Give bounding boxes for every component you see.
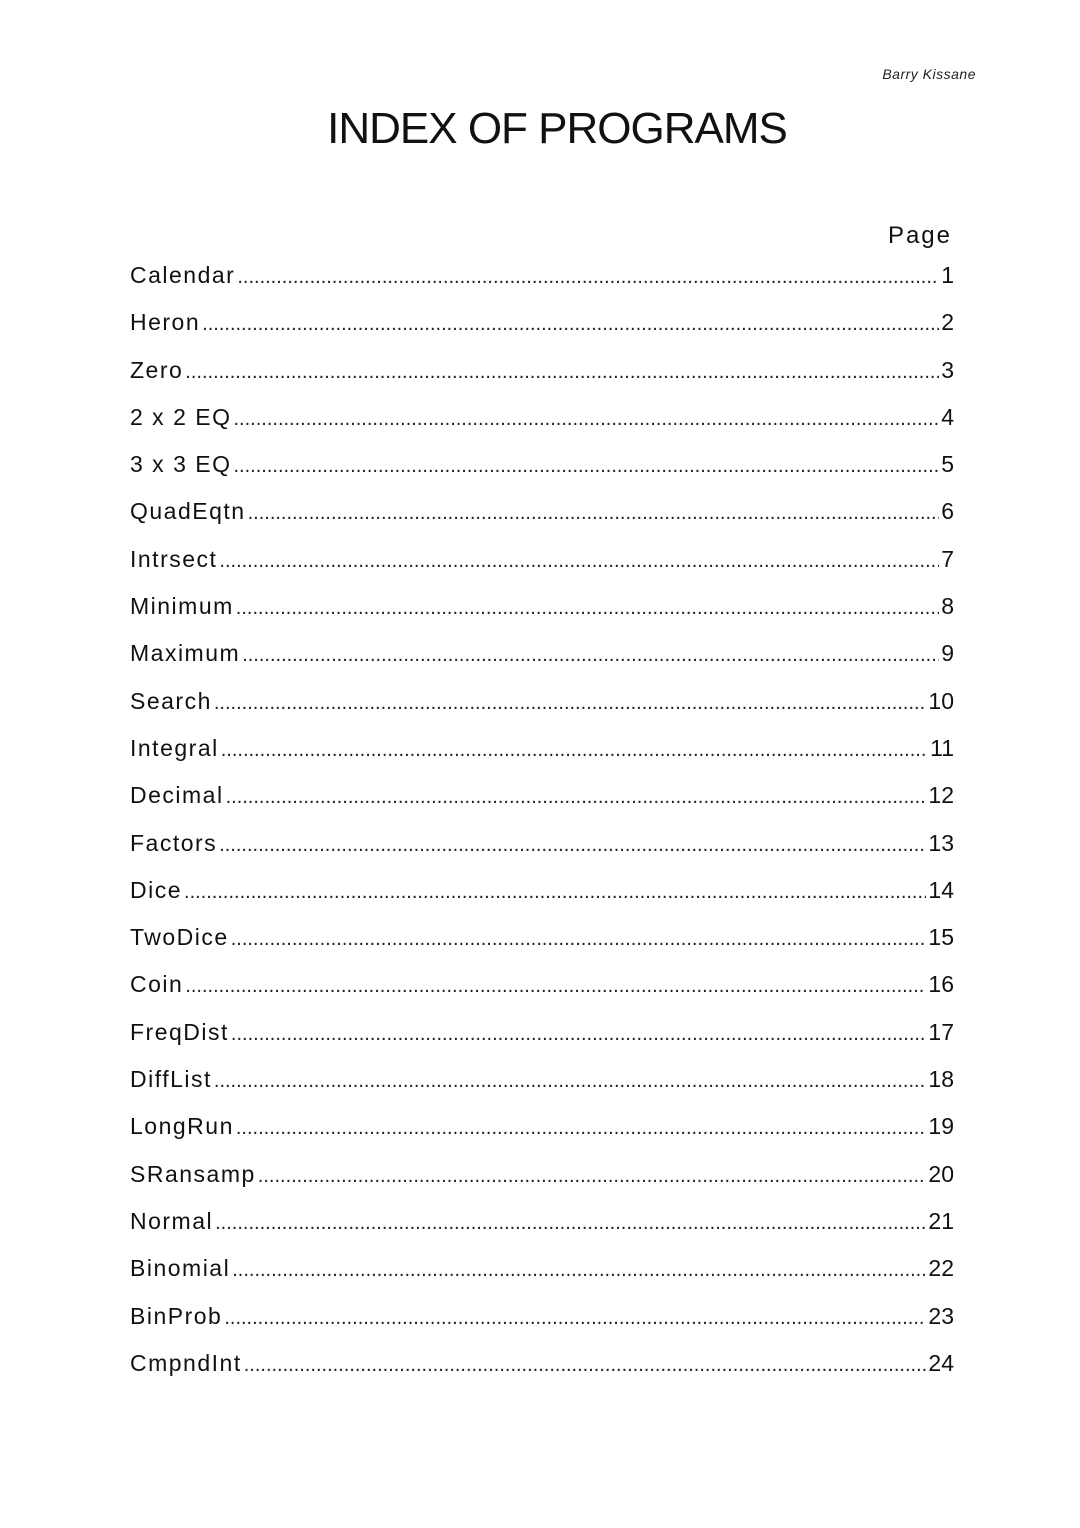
page-number: 16 (928, 971, 954, 998)
program-name: Integral (130, 734, 219, 761)
program-name: 2 x 2 EQ (130, 403, 232, 430)
page-number: 20 (928, 1160, 954, 1187)
program-name: Decimal (130, 782, 224, 809)
program-name: Heron (130, 309, 201, 336)
program-name: Normal (130, 1207, 214, 1234)
page-number: 23 (928, 1302, 954, 1329)
program-name: LongRun (130, 1113, 234, 1140)
author-name: Barry Kissane (882, 66, 976, 82)
index-entry (130, 451, 954, 498)
index-entry (130, 593, 954, 640)
page-number: 5 (941, 451, 954, 478)
dot-leader (233, 455, 939, 478)
index-entry (130, 1255, 954, 1302)
program-name: TwoDice (130, 924, 229, 951)
dot-leader (214, 692, 927, 715)
page-number: 4 (941, 403, 954, 430)
program-name: 3 x 3 EQ (130, 451, 232, 478)
dot-leader (215, 1212, 926, 1235)
program-name: BinProb (130, 1302, 223, 1329)
index-entry (130, 1303, 954, 1350)
page-number: 13 (928, 829, 954, 856)
page-number: 9 (941, 640, 954, 667)
page-number: 12 (928, 782, 954, 809)
dot-leader (242, 644, 939, 667)
page-title: INDEX OF PROGRAMS (327, 104, 787, 153)
program-name: Coin (130, 971, 184, 998)
page-number: 18 (928, 1066, 954, 1093)
dot-leader (233, 408, 939, 431)
index-entry (130, 1350, 954, 1397)
page-number: 14 (928, 876, 954, 903)
index-entry (130, 830, 954, 877)
page-number: 15 (928, 924, 954, 951)
index-entry (130, 546, 954, 593)
program-name: CmpndInt (130, 1349, 242, 1376)
dot-leader (236, 1117, 927, 1140)
program-name: FreqDist (130, 1018, 229, 1045)
index-entry (130, 688, 954, 735)
program-name: Calendar (130, 262, 236, 288)
dot-leader (258, 1165, 927, 1188)
index-list (130, 262, 954, 1397)
index-entry (130, 971, 954, 1018)
page-number: 7 (941, 545, 954, 572)
index-entry (130, 1019, 954, 1066)
program-name: QuadEqtn (130, 498, 246, 525)
program-name: Binomial (130, 1255, 231, 1282)
index-entry (130, 782, 954, 829)
page-number: 3 (941, 356, 954, 383)
index-entry (130, 262, 954, 309)
dot-leader (219, 834, 926, 857)
page-number: 8 (941, 593, 954, 620)
page-column-header: Page (887, 222, 952, 249)
dot-leader (248, 502, 940, 525)
dot-leader (221, 739, 928, 762)
index-entry (130, 877, 954, 924)
dot-leader (185, 361, 939, 384)
program-name: Dice (130, 876, 183, 903)
dot-leader (185, 975, 926, 998)
dot-leader (237, 266, 939, 289)
index-entry (130, 1208, 954, 1255)
program-name: Intrsect (130, 545, 218, 572)
index-entry (130, 498, 954, 545)
index-entry (130, 735, 954, 782)
program-name: Maximum (130, 640, 241, 667)
index-entry (130, 309, 954, 356)
index-entry (130, 357, 954, 404)
index-entry (130, 924, 954, 971)
program-name: Zero (130, 356, 184, 383)
page-number: 1 (941, 262, 954, 288)
dot-leader (184, 881, 926, 904)
index-entry (130, 1066, 954, 1113)
dot-leader (232, 1259, 926, 1282)
page-number: 19 (928, 1113, 954, 1140)
dot-leader (244, 1354, 927, 1377)
page-number: 17 (928, 1018, 954, 1045)
page-number: 24 (928, 1349, 954, 1376)
program-name: Search (130, 687, 212, 714)
program-name: DiffList (130, 1066, 212, 1093)
page-number: 10 (928, 687, 954, 714)
page-number: 21 (928, 1207, 954, 1234)
dot-leader (231, 928, 927, 951)
page-number: 6 (941, 498, 954, 525)
dot-leader (214, 1070, 927, 1093)
index-entry (130, 1161, 954, 1208)
page-number: 2 (941, 309, 954, 336)
dot-leader (219, 550, 939, 573)
index-entry (130, 640, 954, 687)
page-number: 22 (928, 1255, 954, 1282)
dot-leader (226, 786, 927, 809)
page-number: 11 (930, 734, 954, 761)
index-entry (130, 404, 954, 451)
dot-leader (236, 597, 939, 620)
dot-leader (202, 313, 939, 336)
dot-leader (224, 1307, 926, 1330)
program-name: Minimum (130, 593, 234, 620)
dot-leader (231, 1023, 927, 1046)
program-name: SRansamp (130, 1160, 256, 1187)
program-name: Factors (130, 829, 218, 856)
index-entry (130, 1113, 954, 1160)
